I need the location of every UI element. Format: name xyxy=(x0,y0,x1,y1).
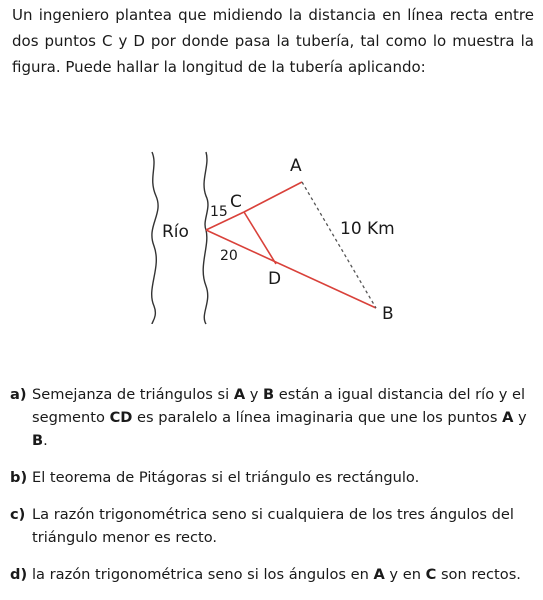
label-point-d: D xyxy=(268,269,282,289)
option-letter: b) xyxy=(10,469,28,486)
river-bank-left xyxy=(152,152,158,324)
label-length-oc: 15 xyxy=(210,204,228,220)
segment-o-b xyxy=(206,230,376,308)
option-letter: a) xyxy=(10,386,27,403)
label-river: Río xyxy=(162,222,189,242)
label-point-a: A xyxy=(290,156,302,176)
segment-c-a xyxy=(244,182,302,212)
option-b[interactable] xyxy=(10,466,535,489)
question-prompt: Un ingeniero plantea que midiendo la distancia en línea recta entre dos puntos C y D por donde pasa la tubería, tal como lo muestra la figura. Puede hallar la longitud de la tubería aplicando: xyxy=(12,6,534,76)
option-letter: d) xyxy=(10,566,28,583)
river-bank-right xyxy=(203,152,208,324)
option-c[interactable] xyxy=(10,503,535,549)
option-text: La razón trigonométrica seno si cualquiera de los tres ángulos del triángulo menor es recto. xyxy=(32,506,514,546)
segment-c-d xyxy=(244,212,276,264)
segment-a-b-dashed xyxy=(302,182,376,308)
option-text: Semejanza de triángulos si A y B están a igual distancia del río y el segmento CD es paralelo a línea imaginaria que une los puntos A y B. xyxy=(32,386,527,449)
label-length-od: 20 xyxy=(220,248,238,264)
option-a[interactable] xyxy=(10,383,535,452)
option-text: El teorema de Pitágoras si el triángulo es rectángulo. xyxy=(32,469,420,486)
answer-options xyxy=(10,383,535,600)
label-point-c: C xyxy=(230,192,242,212)
option-text: la razón trigonométrica seno si los ángulos en A y en C son rectos. xyxy=(32,566,521,583)
figure-svg xyxy=(140,146,420,336)
option-letter: c) xyxy=(10,506,26,523)
label-point-b: B xyxy=(382,304,394,324)
triangle-figure xyxy=(140,146,420,336)
option-d[interactable] xyxy=(10,563,535,586)
label-length-ab: 10 Km xyxy=(340,219,395,239)
